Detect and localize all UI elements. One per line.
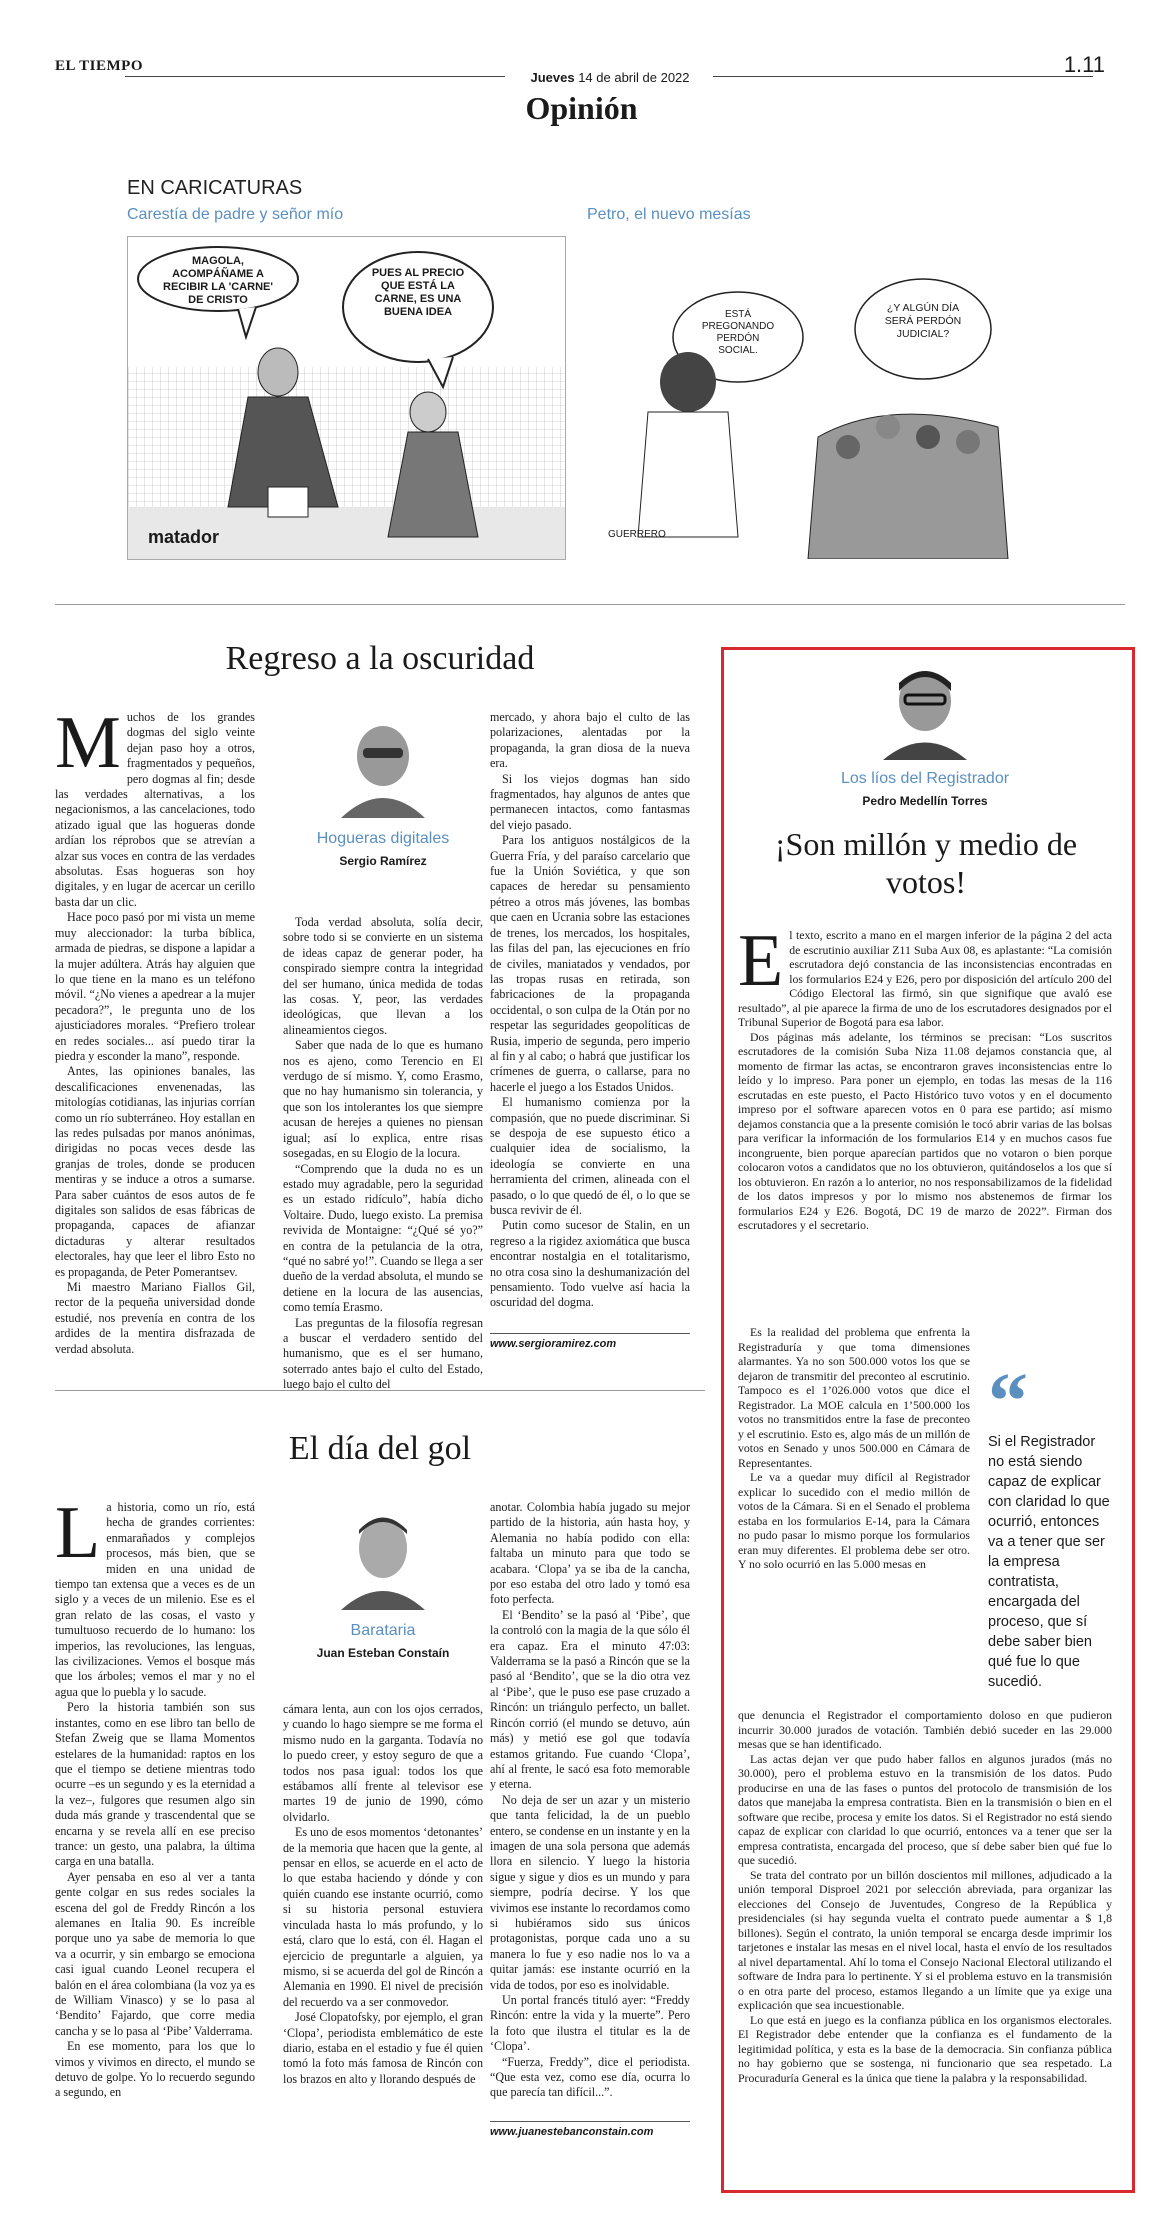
cartoon-left xyxy=(127,236,566,560)
article3-author: Pedro Medellín Torres xyxy=(862,794,988,808)
cartoon-left-bubble-1: MAGOLA, ACOMPÁÑAME A RECIBIR LA 'CARNE' DE CRISTO xyxy=(163,255,273,306)
masthead-rule-left xyxy=(125,76,505,77)
article3-title: ¡Son millón y medio de votos! xyxy=(774,826,1078,900)
article2-byline xyxy=(283,1500,483,1660)
article1-p12: El humanismo comienza por la compasión, que no puede discriminar. Si se despoja de ese supuesto ético a cualquier idea de socialismo, la ideología se convierte en una herramienta del crimen, alineada con el pasado, o lo que quedó de él, o lo que se busca revivir de él. xyxy=(490,1095,690,1217)
article1-p9: mercado, y ahora bajo el culto de las polarizaciones, alentadas por la propaganda, la gran diosa de la nueva era. xyxy=(490,710,690,771)
article1-author-photo xyxy=(333,708,433,818)
article2-p4: En ese momento, para los que lo vimos y vivimos en directo, el mundo se detuvo de golpe. Yo lo recuerdo segundo a segundo, en xyxy=(55,2039,255,2100)
article2-p7: José Clopatofsky, por ejemplo, el gran ‘Clopa’, periodista emblemático de este diario, estaba en el estadio y fue él quien tomó la foto más famosa de Rincón con los brazos en alto y llorando después de xyxy=(283,2010,483,2086)
cartoon-right-title: Petro, el nuevo mesías xyxy=(587,206,751,223)
article3-p2: Dos páginas más adelante, los términos se precisan: “Los suscritos escrutadores de la comisión Suba Niza 11.08 dejamos constancia que, al momento de firmar las actas, se encontraron graves inconsistencias entre lo leído y lo impreso. Para poner un ejemplo, en todas las mesas de la 116 escrutadas en este puesto, el Pacto Histórico tuvo votos y en el documento impreso por el software aparecen votos en 0 para ese partido; así mismo dejamos constancia que a la presente comisión le tocó abrir varias de las bolsas para verificar la información de los formularios E14 y en muchos casos fue incongruente, bien porque aparecían partidos que no votaron o bien porque colocaron votos a candidatos que no los obtuvieron, quitándoselos a los que sí los obtuvieron. En razón a lo anterior, no nos responsabilizamos de la fidelidad de los datos impresos y por lo mismo nos abstenemos de firmar los formularios E24 y E26. Bogotá, DC 19 de marzo de 2022”. Firman dos escrutadores y el secretario. xyxy=(738,1029,1112,1232)
cartoon-left-title: Carestía de padre y señor mío xyxy=(127,206,344,223)
article3-section: Los líos del Registrador xyxy=(840,770,1010,787)
separator-cartoons xyxy=(55,604,1125,605)
article1-p5: Toda verdad absoluta, solía decir, sobre todo si se convierte en un sistema de ideas capaz de generar poder, ha conspirado siempre contra la integridad del ser humano, única medida de todas las cosas. Y, peor, las verdades ideológicas, que llevan a los alineamientos ciegos. xyxy=(283,915,483,1037)
quote-mark-icon: “ xyxy=(988,1358,1028,1446)
article2-col3 xyxy=(490,1500,690,2140)
separator-articles xyxy=(55,1390,705,1391)
cartoon-right-drawing xyxy=(588,237,1028,559)
article3-p3: Es la realidad del problema que enfrenta la Registraduría y que toma dimensiones alarmantes. Ya no son 500.000 votos los que se dejaron de transmitir del preconteo al escrutinio. Tampoco es el 1’026.000 votos que dice el Registrador. La MOE calcula en 1’500.000 los votos no transmitidos entre la fase de preconteo y el escrutinio. Esto es, algo más de un millón de votos en Senado y unos 500.000 en Cámara de Representantes. xyxy=(738,1325,970,1470)
article3-dropcap: E xyxy=(738,920,784,1002)
cartoon-left-bubble-2: PUES AL PRECIO QUE ESTÁ LA CARNE, ES UNA BUENA IDEA xyxy=(371,267,465,318)
article3-p6: Las actas dejan ver que pudo haber fallos en algunos jurados (más no 30.000), pero el problema estuvo en la transmisión de los datos. Pudo producirse en una de las fases o puntos del protocolo de transmisión de los datos que manejaba la empresa contratista. Bien en la transmisión o bien en el software que recibe, procesa y emite los datos. Si el Registrador no está siendo capaz de explicar con claridad lo que ocurrió, entonces va a tener que ser la empresa contratista, encargada del proceso, que sí debe saber bien qué fue lo que sucedió. xyxy=(738,1751,1112,1867)
article3-full-col-top xyxy=(738,920,1112,1233)
article2-p12: “Fuerza, Freddy”, dice el periodista. “Que esta vez, como ese día, ocurra lo que parecía tan difícil...”. xyxy=(490,2054,690,2100)
article2-p10: No deja de ser un azar y un misterio que tanta felicidad, la de un pueblo entero, se condense en un instante y en la imagen de una sola persona que además llora en silencio. Y luego la historia sigue y sigue y dios es un mundo y para siempre, podría decirse. Y los que vivimos ese instante lo recordamos como si hubiéramos sido sus únicos protagonistas, porque cada uno a su manera lo fue y eso nadie nos lo va a quitar jamás: ese instante ocurrió en la vida de todos, por eso es inolvidable. xyxy=(490,1792,690,1992)
article1-p4: Mi maestro Mariano Fiallos Gil, rector de la pequeña universidad donde estudié, nos prevenía en contra de los ardides de la mentira disfrazada de verdad absoluta. xyxy=(55,1280,255,1356)
article2-section: Barataria xyxy=(350,1622,416,1639)
pull-quote xyxy=(988,1358,1112,1692)
author-portrait-icon xyxy=(877,655,973,760)
article1-author: Sergio Ramírez xyxy=(339,854,427,868)
article2-web-link[interactable]: www.juanestebanconstain.com xyxy=(490,2121,690,2140)
article1-col2 xyxy=(283,915,483,1393)
masthead-rule-right xyxy=(713,76,1093,77)
article1-p13: Putin como sucesor de Stalin, en un regreso a la rigidez axiomática que busca encontrar nostalgia en el totalitarismo, no otra cosa sino la deshumanización del pensamiento. Todo vuelve así hacia la oscuridad del dogma. xyxy=(490,1218,690,1310)
article3-p1: l texto, escrito a mano en el margen inferior de la página 2 del acta de escrutinio auxiliar Z11 Suba Aux 08, es aplastante: “La comisión escrutadora dejó constancia de las inconsistencias encontradas en los formularios E24 y E26, pero por disposición del artículo 200 del Código Electoral las firmó, sin que signifique que avaló ese resultado”, al pie aparece la firma de uno de los escrutadores designados por el Tribunal Superior de Bogotá para esa labor. xyxy=(738,928,1112,1029)
article3-full-col-bottom xyxy=(738,1708,1112,2085)
article2-p1: a historia, como un río, está hecha de grandes corrientes: enmarañados y complejos procesos, más bien, que se miden en una unidad de tiempo tan extensa que a veces es de un siglo y a veces de un milenio. Ese es el gran relato de las cosas, el vasto y tumultuoso recuerdo de lo humano: los imperios, las revoluciones, las lenguas, las civilizaciones. Vemos el bosque más que los árboles; vemos el mar y no el agua que lo puebla y lo sacude. xyxy=(55,1500,255,1699)
article2-p9: El ‘Bendito’ se la pasó al ‘Pibe’, que la controló con la magia de la que sólo él era capaz. Era el minuto 47:03: Valderrama se la pasó a Rincón que se la pasó al ‘Bendito’, que se la dio otra vez al ‘Pibe’, que le puso ese pase cruzado a Rincón: un triángulo perfecto, un ballet. Rincón corrió (el mundo se detuvo, aún más) y metió ese gol que todavía estamos gritando. Fue cuando ‘Clopa’, ahí al frente, le sacó esa foto memorable y eterna. xyxy=(490,1607,690,1792)
article1-p7: “Comprendo que la duda no es un estado muy agradable, pero la seguridad es un estado ridículo”, había dicho Voltaire. Dudo, luego existo. La premisa revivida de Montaigne: “¿Qué sé yo?” en contra de la petulancia de la otra, “qué no sabré yo!”. Cuando se llega a ser dueño de la verdad absoluta, el mundo se detiene en la locura de las ausencias, como temía Erasmo. xyxy=(283,1161,483,1315)
page-number: 1.11 xyxy=(1063,52,1105,77)
article2-p11: Un portal francés tituló ayer: “Freddy Rincón: entre la vida y la muerte”. Pero la foto que ilustra el titular es la de ‘Clopa’. xyxy=(490,1993,690,2054)
cartoons-header: EN CARICATURAS xyxy=(127,177,303,199)
article1-section: Hogueras digitales xyxy=(316,830,450,847)
cartoon-right xyxy=(587,236,1029,560)
article3-narrow-col xyxy=(738,1325,970,1572)
author-portrait-icon xyxy=(333,1500,433,1610)
article3-byline xyxy=(830,655,1020,808)
article1-web-link[interactable]: www.sergioramirez.com xyxy=(490,1333,690,1352)
article2-p8: anotar. Colombia había jugado su mejor partido de la historia, aún hasta hoy, y Alemania no había podido con ella: faltaba un minuto para que todo se acabara. ‘Clopa’ ya se iba de la cancha, por eso estaba del otro lado y tomó esa foto perfecta. xyxy=(490,1500,690,1607)
article1-p11: Para los antiguos nostálgicos de la Guerra Fría, y del paraíso carcelario que fue la Unión Soviética, y que son capaces de heredar su pensamiento pétreo a otros más jóvenes, las bombas que caen en Ucrania sobre las estaciones de trenes, los mercados, los hospitales, las filas del pan, las ejecuciones en frío de civiles, maniatados y vendados, por las tropas rusas en retirada, son fabricaciones de la propaganda occidental, o son culpa de la Otán por no respetar las seguridades geopolíticas de Rusia, imperio de segunda, pero imperio al fin y al cabo; o habrá que justificar los crímenes de guerra, o callarse, para no hacerle el juego a los Estados Unidos. xyxy=(490,833,690,1094)
cartoon-right-bubble-2: ¿Y ALGÚN DÍA SERÁ PERDÓN JUDICIAL? xyxy=(884,302,962,340)
article1-p3: Antes, las opiniones banales, las descalificaciones envenenadas, las mitologías cotidianas, las injurias corrían como un río subterráneo. Hoy estallan en las redes pulsadas por manos anónimas, dirigidas no pocas veces desde las granjas de troles, donde se producen mentiras y se induce a otros a sumarse. Para saber cuántos de esos autos de fe digitales son salidos de esas fábricas de propaganda, capaces de afianzar dictaduras y alterar resultados electorales, hay que leer el libro Esto no es propaganda, de Peter Pomerantsev. xyxy=(55,1064,255,1279)
author-portrait-icon xyxy=(333,708,433,818)
article2-dropcap: L xyxy=(55,1492,101,1574)
article1-byline xyxy=(283,708,483,868)
article1-p6: Saber que nada de lo que es humano nos es ajeno, como Terencio en El verdugo de sí mismo. Y, como Erasmo, que no hay humanismo sin tolerancia, y que son los intolerantes los que siempre acusan de herejes a quienes no piensan igual; así lo explica, entre risas sosegadas, en su Elogio de la locura. xyxy=(283,1038,483,1161)
article3-p4: Le va a quedar muy difícil al Registrador explicar lo sucedido con el medio millón de votos de la Cámara. Si en el Senado el problema estaba en los formularios E-14, para la Cámara no pudo pasar lo mismo porque los formularios eran muy diferentes. El problema debe ser otro. Y no solo ocurrió en las 5.000 mesas en xyxy=(738,1470,970,1571)
article2-p6: Es uno de esos momentos ‘detonantes’ de la memoria que hacen que la gente, al pensar en ellos, se acuerde en el acto de lo que estaba haciendo y dónde y con quién cuando ese instante ocurrió, como si su historia personal estuviera vinculada hasta lo más profundo, y lo está, claro que lo está, con él. Hagan el ejercicio de preguntarle a alguien, ya mismo, si se acuerda del gol de Rincón a Alemania en 1990. El nivel de precisión del recuerdo va a ser conmovedor. xyxy=(283,1825,483,2009)
article2-p2: Pero la historia también son sus instantes, como en ese libro tan bello de Stefan Zweig que se llama Momentos estelares de la humanidad: raptos en los que el tiempo se detiene mientras todo ocurre –es un segundo y es la eternidad a la vez–, fulgores que resumen algo sin duda más grande y trascendental que se encarna y se revela allí en ese preciso trance: un gesto, una palabra, la última carga en una batalla. xyxy=(55,1700,255,1869)
article2-p3: Ayer pensaba en eso al ver a tanta gente colgar en sus redes sociales la escena del gol de Freddy Rincón a los alemanes en Italia 90. Es increíble porque uno ya sabe de memoria lo que va a ocurrir, y sin embargo se emociona casi igual cuando Leonel recupera el balón en el área colombiana (la voz ya es de William Vinasco) y se lo pasa al ‘Bendito’ Fajardo, que corre media cancha y se lo pasa al ‘Pibe’ Valderrama. xyxy=(55,1869,255,2038)
article1-col1 xyxy=(55,702,255,1357)
article1-col3 xyxy=(490,710,690,1352)
cartoon-right-signature: GUERRERO xyxy=(608,529,666,540)
article2-title: El día del gol xyxy=(288,1430,472,1467)
article2-p5: cámara lenta, aun con los ojos cerrados, y cuando lo hago siempre se me forma el mismo nudo en la garganta. Todavía no lo puedo creer, y estoy seguro de que a todos nos pasa igual: todos los que estábamos allí frente al televisor ese martes 19 de junio de 1990, cómo olvidarlo. xyxy=(283,1702,483,1824)
article1-title: Regreso a la oscuridad xyxy=(225,640,535,677)
article3-author-photo xyxy=(877,655,973,760)
cartoon-right-bubble-1: ESTÁ PREGONANDO PERDÓN SOCIAL. xyxy=(701,309,775,356)
masthead xyxy=(55,52,1105,85)
article1-p10: Si los viejos dogmas han sido fragmentados, hay algunos de antes que permanecen intactos, como fantasmas del viejo pasado. xyxy=(490,771,690,832)
article2-col2 xyxy=(283,1702,483,2087)
article2-author-photo xyxy=(333,1500,433,1610)
article3-p5: que denuncia el Registrador el comportamiento doloso en que pudieron incurrir 30.000 jurados de votación. También debió suceder en las 29.000 mesas que se han identificado. xyxy=(738,1708,1112,1751)
newspaper-logo: EL TIEMPO xyxy=(55,58,143,74)
issue-date-text: 14 de abril de 2022 xyxy=(578,70,690,85)
issue-day: Jueves xyxy=(530,70,575,85)
pull-quote-text: Si el Registrador no está siendo capaz de explicar con claridad lo que ocurrió, entonces va a tener que ser la empresa contratista, encargada del proceso, que sí debe saber bien qué fue lo que sucedió. xyxy=(988,1434,1110,1690)
article2-author: Juan Esteban Constaín xyxy=(316,1646,450,1660)
article1-dropcap: M xyxy=(55,702,121,784)
article1-p2: Hace poco pasó por mi vista un meme muy aleccionador: la turba bíblica, armada de piedras, se dispone a lapidar a la mujer adúltera. Atrás hay alguien que lo que tiene en la mano es un teléfono móvil. “¿No vienes a apedrear a la mujer pecadora?”, le pregunta uno de los ajusticiadores morales. “Prefiero trolear en redes sociales... así puedo tirar la piedra y esconder la mano”, responde. xyxy=(55,910,255,1063)
cartoon-left-signature: matador xyxy=(148,527,220,547)
article1-p8: Las preguntas de la filosofía regresan a buscar el verdadero sentido del humanismo, que es el ser humano, soterrado antes bajo el culto del Estado, luego bajo el culto del xyxy=(283,1315,483,1392)
article1-p1: uchos de los grandes dogmas del siglo veinte dejan paso hoy a otros, fragmentados y pequeños, pero dogmas al fin; desde las verdades alternativas, a los negacionismos, a las cancelaciones, todo atizado igual que las hogueras donde ardían los réprobos que se atrevían a alzar sus voces en contra de las verdades absolutas. Esas hogueras son hoy digitales, y en lugar de acercar un cerillo basta dar un clic. xyxy=(55,710,255,909)
article2-col1 xyxy=(55,1492,255,2101)
issue-date xyxy=(505,70,715,85)
article3-p8: Lo que está en juego es la confianza pública en los organismos electorales. El Registrador debe entender que la confianza es el fundamento de la legitimidad política, y esta es la base de la democracia. Sin confianza pública no hay gobierno que se sostenga, ni funcionario que sea respetado. La Procuraduría General es la única que tiene la palabra y la responsabilidad. xyxy=(738,2012,1112,2085)
section-title: Opinión xyxy=(525,90,638,126)
article3-p7: Se trata del contrato por un billón doscientos mil millones, adjudicado a la unión temporal Disproel 2021 por selección abreviada, para organizar las elecciones del Consejo de Juventudes, Congreso de la República y presidenciales (si hay segunda vuelta el contrato puede aumentar a $ 1,8 billones). Según el contrato, la unión temporal se encarga desde imprimir los tarjetones e instalar las mesas en el nivel local, hasta el envío de los resultados al nivel departamental. Ahí lo toma el Consejo Nacional Electoral utilizando el software de Indra para lo pertinente. Y si el problema estuvo en la transmisión o en otra parte del proceso, estamos llegando a un límite que ya exige una explicación que sea incuestionable. xyxy=(738,1867,1112,2012)
